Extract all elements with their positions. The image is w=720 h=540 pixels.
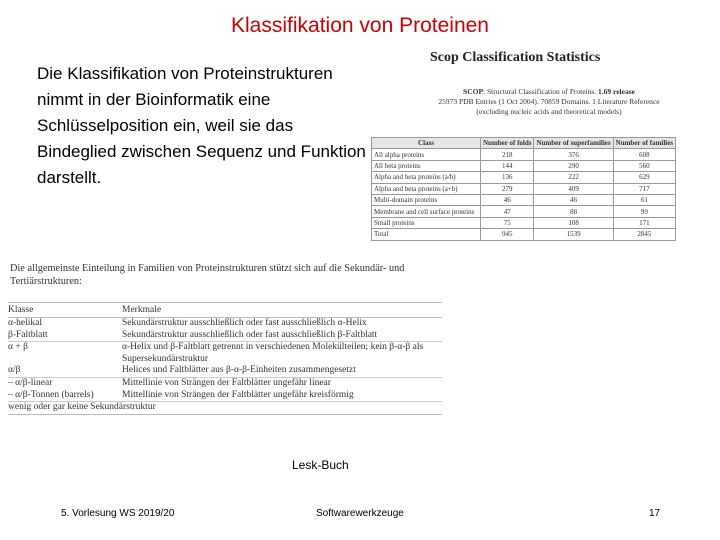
scop-cell-families: 717 [613,183,675,194]
lesk-cell-merkmale: Helices und Faltblätter aus β-α-β-Einheiten zusammengesetzt [122,365,442,377]
lesk-table-row [8,390,442,402]
scop-cell-class: Total [372,229,481,240]
scop-col-folds: Number of folds [481,138,534,149]
scop-cell-folds: 46 [481,194,534,205]
lesk-cell-klasse: – α/β-linear [8,377,53,388]
scop-cell-folds: 218 [481,149,534,160]
scop-table-row [372,183,676,194]
lesk-intro: Die allgemeinste Einteilung in Familien von Proteinstrukturen stützt sich auf die Sekundär- und Tertiärstrukturen: [10,263,405,287]
scop-info-line1: : Structural Classification of Proteins. [483,87,597,96]
scop-table-row [372,149,676,160]
lesk-table-row [8,342,442,366]
lesk-cell-klasse: β-Faltblatt [8,330,122,342]
lesk-table-row [8,377,442,389]
scop-cell-families: 171 [613,217,675,228]
scop-table-row [372,194,676,205]
lesk-cell-merkmale: α-Helix und β-Faltblatt getrennt in verschiedenen Molekülteilen; kein β-α-β als Supersekundärstruktur [122,342,424,364]
scop-cell-superfamilies: 376 [534,149,613,160]
scop-cell-class: All beta proteins [372,160,481,171]
scop-cell-families: 560 [613,160,675,171]
lesk-col-klasse: Klasse [8,303,122,318]
scop-cell-folds: 136 [481,172,534,183]
scop-col-families: Number of families [613,138,675,149]
scop-cell-class: All alpha proteins [372,149,481,160]
scop-cell-class: Multi-domain proteins [372,194,481,205]
lesk-col-merkmale: Merkmale [122,303,442,318]
scop-cell-families: 2845 [613,229,675,240]
slide-title: Klassifikation von Proteinen [231,14,489,37]
lesk-cell-merkmale: Mittellinie von Strängen der Faltblätter ungefähr linear [122,377,331,388]
scop-cell-families: 61 [613,194,675,205]
scop-release: 1.69 release [598,87,635,96]
lesk-cell-merkmale: Sekundärstruktur ausschließlich oder fast ausschließlich β-Faltblatt [122,330,442,342]
scop-brand: SCOP [463,87,484,96]
scop-table-row [372,172,676,183]
lesk-table-row [8,365,442,377]
footer-lecture: 5. Vorlesung WS 2019/20 [61,508,175,519]
lesk-cell-klasse: α + β [8,342,28,353]
lesk-cell-klasse: – α/β-Tonnen (barrels) [8,390,122,402]
scop-cell-class: Small proteins [372,217,481,228]
lesk-table [8,302,442,415]
scop-cell-superfamilies: 88 [534,206,613,217]
scop-cell-superfamilies: 409 [534,183,613,194]
lesk-table-row [8,330,442,342]
scop-table-row [372,206,676,217]
source-label: Lesk-Buch [292,458,349,472]
scop-cell-superfamilies: 1539 [534,229,613,240]
scop-col-class: Class [372,138,481,149]
lesk-cell-merkmale: Mittellinie von Strängen der Faltblätter ungefähr kreisförmig [122,390,442,402]
scop-cell-families: 99 [613,206,675,217]
lesk-cell-klasse: α/β [8,365,122,377]
scop-info [409,87,689,117]
scop-title: Scop Classification Statistics [430,50,601,65]
lesk-header-row [8,303,442,318]
scop-table [371,137,676,241]
footer-page-number: 17 [649,508,661,519]
lesk-table-row [8,318,442,330]
scop-cell-folds: 279 [481,183,534,194]
scop-cell-superfamilies: 222 [534,172,613,183]
scop-cell-superfamilies: 290 [534,160,613,171]
lesk-cell-klasse: α-helikal [8,318,42,328]
footer-course: Softwarewerkzeuge [316,508,404,519]
lesk-cell-merkmale: Sekundärstruktur ausschließlich oder fast ausschließlich α-Helix [122,318,367,328]
scop-cell-folds: 47 [481,206,534,217]
scop-cell-families: 608 [613,149,675,160]
scop-cell-folds: 75 [481,217,534,228]
scop-cell-class: Membrane and cell surface proteins [372,206,481,217]
scop-cell-superfamilies: 108 [534,217,613,228]
intro-paragraph: Die Klassifikation von Proteinstrukturen nimmt in der Bioinformatik eine Schlüsselposition ein, weil sie das Bindeglied zwischen Sequenz und Funktion darstellt. [37,64,366,187]
lesk-classification-image [8,262,442,452]
scop-info-line3: (excluding nucleic acids and theoretical models) [476,107,622,116]
scop-info-line2: 25973 PDB Entries (1 Oct 2004). 70859 Domains. 1 Literature Reference [438,97,660,106]
scop-cell-class: Alpha and beta proteins (a/b) [372,172,481,183]
scop-cell-class: Alpha and beta proteins (a+b) [372,183,481,194]
scop-statistics-image [371,48,689,252]
lesk-cell-klasse: wenig oder gar keine Sekundärstruktur [8,402,442,415]
scop-cell-folds: 144 [481,160,534,171]
scop-table-row [372,160,676,171]
scop-cell-families: 629 [613,172,675,183]
scop-header-row [372,138,676,149]
scop-col-superfamilies: Number of superfamilies [534,138,613,149]
scop-table-row [372,229,676,240]
scop-table-row [372,217,676,228]
scop-cell-superfamilies: 46 [534,194,613,205]
lesk-table-row [8,402,442,415]
scop-cell-folds: 945 [481,229,534,240]
